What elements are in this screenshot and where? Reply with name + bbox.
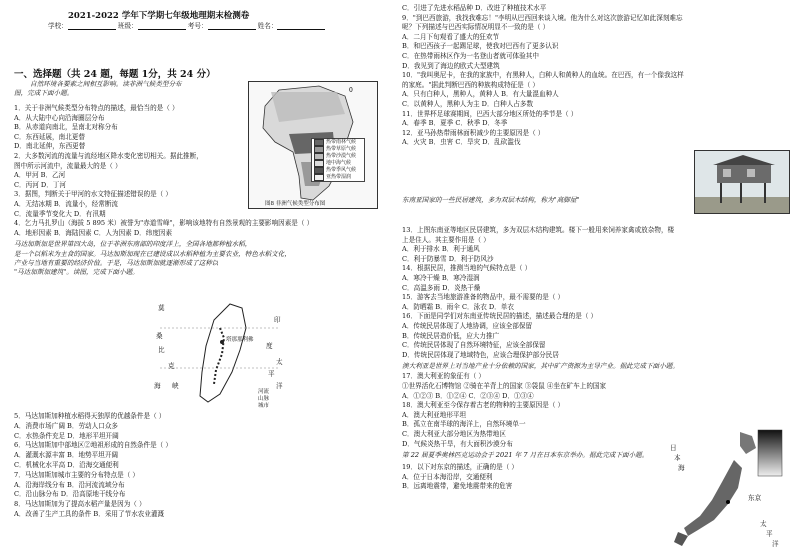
left-lines-line: 图中所示河流中，流量最大的是（ ） — [14, 161, 122, 170]
right-lines-line: 13．上图东南亚等地区民居建筑，多为双层木结构建筑。楼下一般用来饲养家禽或放杂物，楼 — [402, 226, 675, 234]
right-lines-line: B．传统民居造价低，应大力推广 — [402, 331, 500, 340]
left-lines-line: A．灌溉水源丰富 B．地势平坦开阔 — [14, 451, 119, 460]
left-lines-line: 1．关于非洲气候类型分布特点的描述，最恰当的是（ ） — [14, 104, 179, 112]
left-lines-line: A．改善了生产工具的条件 B．采用了节水农业灌溉 — [14, 510, 165, 518]
japan-label-1: 日 — [670, 444, 677, 452]
right-lines-line: B．和巴西孩子一起踢足球，使我对巴西有了更多认识 — [402, 42, 559, 51]
africa-map-legend — [311, 138, 365, 182]
map-label-7: 印 — [274, 316, 281, 324]
legend-label: 热带雨林气候 — [326, 139, 357, 145]
japan-label-pacific-3: 洋 — [772, 540, 779, 548]
section-intro-2: 图，完成下面小题。 — [14, 89, 74, 97]
japan-label-tokyo: 东京 — [748, 494, 762, 502]
right-lines-line: A．传统民居体现了人地协调，应该全部保留 — [402, 322, 533, 330]
africa-map-caption: 图8 非洲气候类型分布图 — [265, 201, 326, 207]
map-label-2: 桑 — [156, 332, 163, 340]
class-label: 班级： — [117, 22, 138, 30]
map-label-3: 比 — [158, 346, 165, 354]
left-lines-line: A．地形因素 B．海陆因素 C．人为因素 D．纬度因素 — [14, 228, 173, 237]
legend-swatch — [314, 167, 324, 174]
right-lines-line: D．我见到了海边的欧式大型建筑 — [402, 61, 500, 70]
name-label: 姓名： — [257, 22, 278, 30]
africa-climate-map — [248, 81, 378, 209]
right-lines-line: 17．澳大利亚的象征有（ ） — [402, 372, 486, 381]
left-lines-line: 5．马达加斯加种植水稻得天独厚的优越条件是（ ） — [14, 412, 166, 420]
school-label: 学校： — [48, 22, 68, 30]
right-lines-line: 的家庭。"据此判断巴西的种族构成特征是（ ） — [402, 80, 540, 89]
map-label-5: 海 — [154, 382, 161, 390]
japan-map — [648, 424, 788, 556]
right-lines-line: 16．下面是同学们对东南亚传统民居的描述，描述最合理的是（ ） — [402, 312, 598, 321]
right-lines-line: A．位于日本海沿岸，交通便利 — [402, 472, 493, 481]
right-lines-line: 18．澳大利亚至今保存着古老的物种的主要原因是（ ） — [402, 401, 565, 410]
map-label-1: 莫 — [158, 304, 165, 312]
map-label-11: 洋 — [276, 382, 283, 390]
left-lines-line: D．南北延伸，东西更替 — [14, 142, 86, 151]
legend-entry — [312, 174, 364, 181]
right-lines-line: A．防晒霜 B．雨伞 C．泳衣 D．单衣 — [402, 302, 514, 311]
left-lines-line: A．沿海岸线分布 B．沿河流流域分布 — [14, 480, 125, 489]
right-lines-line: 14．根据民居，推测当地的气候特点是（ ） — [402, 264, 532, 273]
legend-entry — [312, 160, 364, 167]
map-label-9: 太 — [276, 358, 283, 366]
legend-entry — [312, 146, 364, 153]
map-label-4: 克 — [168, 362, 175, 370]
right-lines-line: 澳大利亚是世界上对当地产业十分依赖的国家，其中矿产资源为主导产业。据此完成下面小题。 — [402, 362, 679, 371]
legend-entry — [312, 153, 364, 160]
right-lines-line: 9．"到巴西旅游，我找我难忘！"李明从巴西回来谈入境。他为什么对这次旅游记忆如此深刻难忘 — [402, 13, 683, 22]
legend-swatch — [314, 174, 324, 181]
right-lines-line: A．春季 B．夏季 C．秋季 D．冬季 — [402, 119, 508, 128]
map-label-capital: 塔那那利佛 — [226, 337, 254, 343]
right-lines-line: 11．世界杯足球赛期间，巴西大部分地区所处的季节是（ ） — [402, 109, 578, 118]
right-lines-line: 10．"我叫奥尼卡，在我的家族中，有黑种人，白种人和黄种人的血统。在巴西，有一个像我这样 — [402, 71, 684, 80]
right-lines-line: 第 22 届夏季奥林匹克运动会于 2021 年 7 月在日本东京举办。据此完成下面小题。 — [402, 451, 648, 460]
map-legend-mountain: 山脉 — [258, 396, 270, 402]
legend-swatch — [314, 146, 324, 153]
left-lines-line: C．机械化水平高 D．沿海交通便利 — [14, 461, 119, 469]
right-lines-line: 东南亚国家的一些民居建筑，多为双层木结构，称为"高脚屋" — [402, 196, 580, 204]
stilt-house-svg — [695, 151, 789, 213]
map-label-6: 峡 — [172, 382, 179, 390]
left-lines-line: A．甲河 B．乙河 — [14, 171, 66, 180]
legend-label: 热带草原气候 — [326, 146, 357, 152]
right-lines-line: C．引进了先进水稻品种 D．改进了种植技术水平 — [402, 4, 547, 12]
left-lines-line: A．无结冰期 B．流量小，经常断流 — [14, 200, 119, 208]
right-lines-line: A．寒冷干燥 B．寒冷湿润 — [402, 274, 480, 282]
number-label: 考号： — [187, 22, 208, 30]
stilt-house-photo — [694, 150, 790, 214]
legend-entry — [312, 139, 364, 146]
left-lines-line: A．消费市场广阔 B．劳动人口众多 — [14, 421, 119, 430]
left-lines-line: C．沿山脉分布 D．沿高原地干线分布 — [14, 490, 126, 499]
svg-text:0: 0 — [349, 87, 353, 94]
legend-swatch — [314, 139, 324, 146]
section-intro-1: 自然环境各要素之间相互影响。读非洲气候类型分布 — [30, 80, 182, 88]
legend-entry — [312, 167, 364, 174]
right-lines-line: C．传统民居体现了自然环境特征，应该全部保留 — [402, 341, 546, 350]
right-lines-line: C．以黄种人，黑种人为主 D．白种人占多数 — [402, 100, 534, 108]
left-lines-line: C．丙河 D．丁河 — [14, 180, 66, 189]
map-label-8: 度 — [266, 342, 273, 350]
right-lines-line: A．火灾 B．虫害 C．旱灾 D．乱砍滥伐 — [402, 138, 521, 147]
left-lines-line: 6．马达加斯加中部地区②地祖形成的自然条件是（ ） — [14, 441, 172, 450]
right-lines-line: A．利于排水 B．利于通风 — [402, 245, 480, 254]
right-lines-line: C．利于防暴雪 D．利于防风沙 — [402, 254, 494, 263]
right-lines-line: B．远离地震带，避免地震带来的危害 — [402, 482, 513, 491]
section-title: 一、选择题（共 24 题，每题 1分，共 24 分） — [14, 69, 216, 80]
left-lines-line: 8．马达加斯加为了提高水稻产量是因为（ ） — [14, 500, 146, 509]
japan-label-2: 本 — [674, 454, 681, 462]
exam-title: 2021-2022 学年下学期七年级地理期末检测卷 — [68, 11, 250, 21]
left-lines-line: 产业与当地有重要的经济价值。于是，马达加斯加就逐渐形成了这种以 — [14, 258, 219, 267]
right-lines-line: 12．亚马孙热带雨林面积减少的主要原因是（ ） — [402, 128, 545, 137]
left-lines-line: 7．马达加斯加城市主要的分布特点是（ ） — [14, 470, 139, 479]
left-lines-line: "马达加斯加建筑"。读图，完成下面小题。 — [14, 268, 139, 276]
right-lines-line: C．澳大利亚大部分地区为热带地区 — [402, 430, 506, 438]
right-lines-line: C．高温多雨 D．炎热干燥 — [402, 283, 481, 292]
left-lines-line: B．从赤道向南北，呈南北对称分布 — [14, 123, 118, 132]
right-lines-line: 上是住人。其主要作用是（ ） — [402, 235, 490, 244]
legend-label: 地中海气候 — [326, 160, 352, 166]
madagascar-map — [150, 298, 290, 408]
right-lines-line: C．在热带雨林区作为一名登山者就可体验其中 — [402, 52, 539, 60]
right-lines-line: D．气候炎热干旱，有大面积沙漠分布 — [402, 439, 513, 448]
right-lines-line: 呢？下列描述与巴西实际情况明显不一致的是（ ） — [402, 23, 550, 32]
legend-swatch — [314, 160, 324, 167]
right-lines-line: A．澳大利亚地形平坦 — [402, 410, 467, 419]
left-lines-line: 2．大多数河流的流量与流经地区降水变化密切相关。据此推断， — [14, 152, 203, 160]
map-label-10: 平 — [268, 370, 275, 378]
right-lines-line: B．孤立在南半球的海洋上，自然环境单一 — [402, 420, 526, 429]
japan-label-pacific-2: 平 — [766, 530, 773, 538]
left-lines-line: A．从大陆中心向沿海圈层分布 — [14, 113, 105, 122]
right-lines-line: 19．以下对东京的描述，正确的是（ ） — [402, 463, 518, 472]
right-lines-line: 15．游客去当地旅游准备的物品中，最不需要的是（ ） — [402, 293, 565, 302]
right-lines-line: A．①②③ B．①②④ C．②③④ D．①③④ — [402, 391, 534, 400]
left-lines-line: 是一个以稻米为主食的国家。马达加斯加现在已建设成以水稻种植为主要农业，特色水稻文化， — [14, 249, 291, 258]
right-lines-line: D．传统民居体现了地域特色，应该合理保护部分民居 — [402, 350, 559, 359]
map-legend-city: 城市 — [258, 403, 270, 409]
left-lines-line: C．水热条件充足 D．地形平坦开阔 — [14, 431, 119, 440]
japan-label-pacific-1: 太 — [760, 520, 767, 528]
legend-label: 亚热带湿润 — [326, 174, 352, 180]
left-lines-line: 4．乞力马扎罗山（海拔 5 895 米）被誉为"赤道雪峰"，影响该地特有自然景观的主要影响因素是（ ） — [14, 219, 314, 228]
right-lines-line: ①世界活化石博物馆 ②骑在羊背上的国家 ③袋鼠 ④坐在矿车上的国家 — [402, 382, 607, 390]
legend-label: 热带沙漠气候 — [326, 153, 357, 159]
map-legend-river: 河流 — [258, 389, 270, 395]
legend-label: 热带季风气候 — [326, 167, 357, 173]
left-lines-line: C．东西延展，南北更替 — [14, 132, 85, 141]
legend-swatch — [314, 153, 324, 160]
left-lines-line: 3．据图，判断关于甲河的水文特征描述错误的是（ ） — [14, 190, 172, 199]
info-line — [48, 22, 325, 30]
left-lines-line: C．流量季节变化大 D．有汛期 — [14, 209, 106, 218]
japan-label-3: 海 — [678, 464, 685, 472]
right-lines-line: A．只有白种人，黑种人，黄种人 B．有大量混血种人 — [402, 90, 559, 99]
left-lines-line: 马达加斯加是世界第四大岛，位于非洲东南部的印度洋上，全国各地都种植水稻， — [14, 240, 252, 249]
right-lines-line: A．二月下旬观看了盛大的狂欢节 — [402, 32, 500, 41]
